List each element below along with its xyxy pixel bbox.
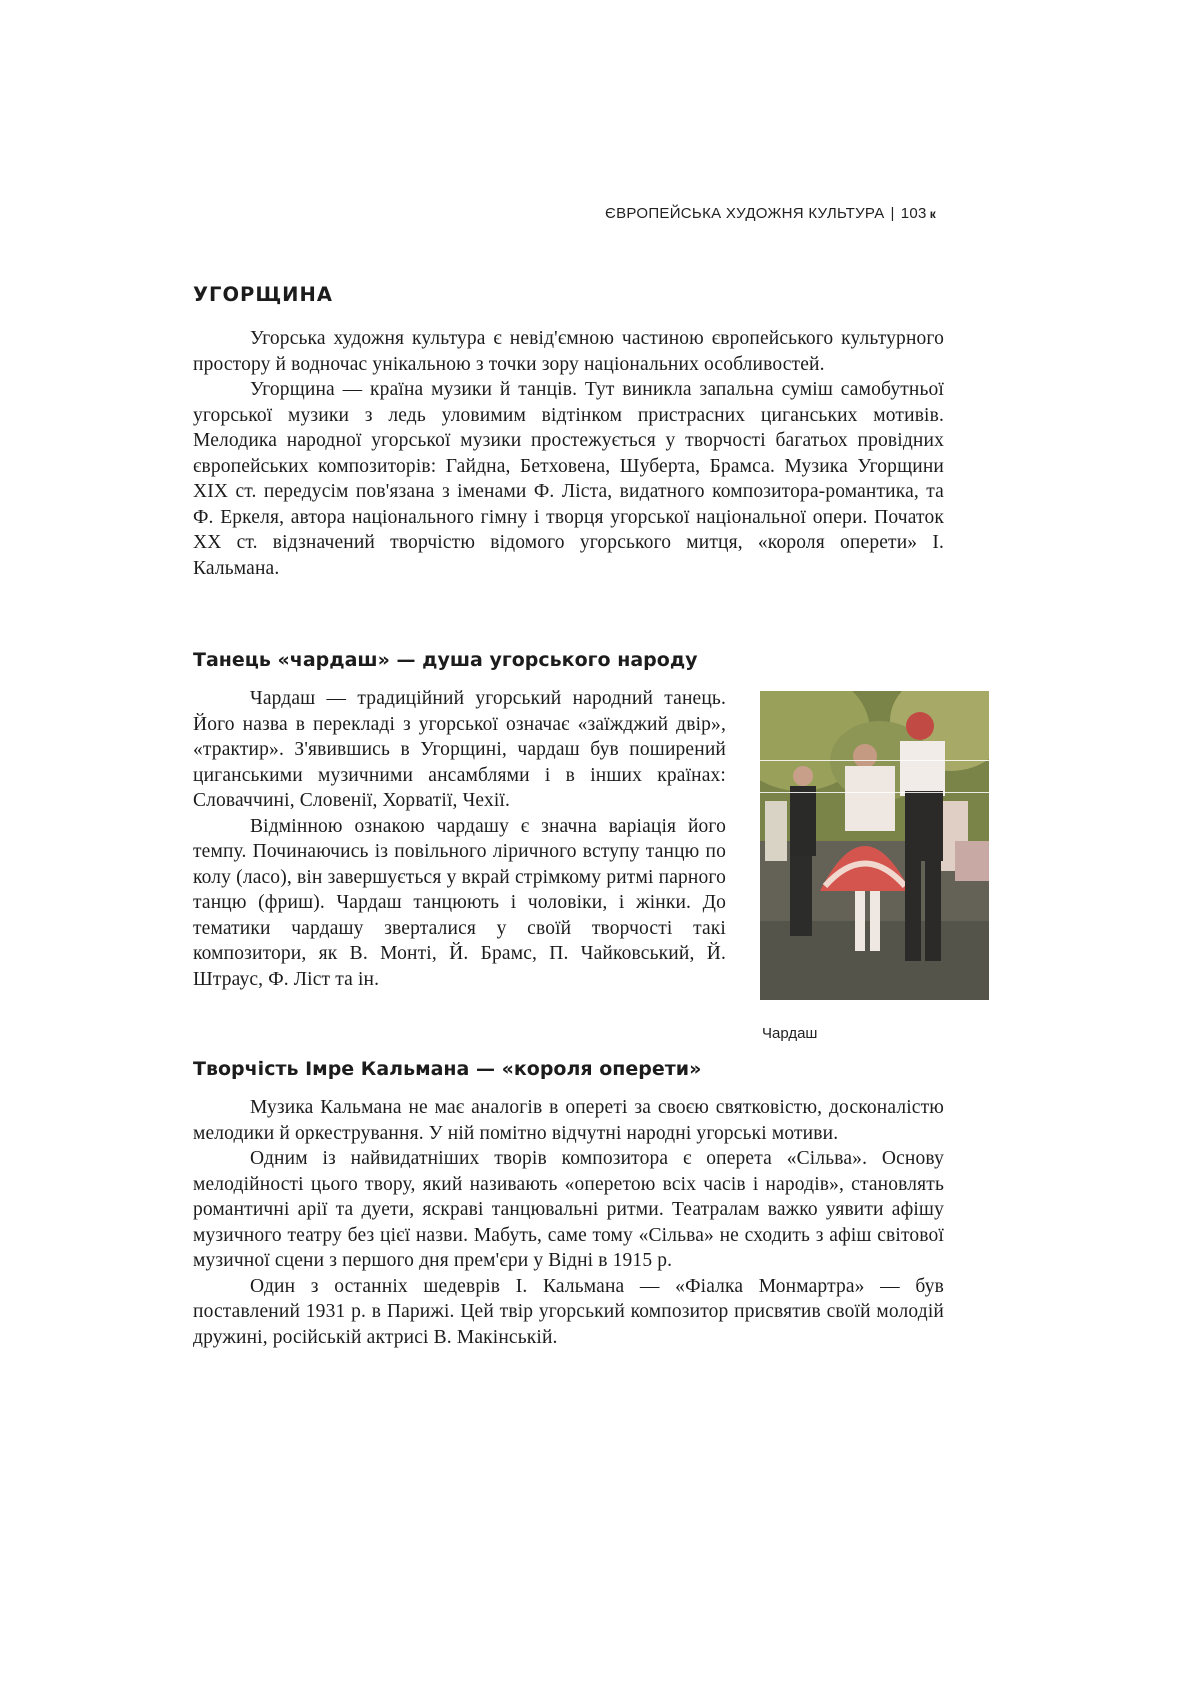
paragraph: Музика Кальмана не має аналогів в опереті за своєю святковістю, досконалістю мелодики й оркестрування. У ній помітно відчутні народні угорські мотиви. bbox=[193, 1097, 944, 1144]
chapter-intro-text bbox=[193, 326, 944, 581]
header-separator: | bbox=[890, 205, 895, 222]
paragraph: Один з останніх шедеврів І. Кальмана — «Фіалка Монмартра» — був поставлений 1931 р. в Парижі. Цей твір угорський композитор присвятив своїй молодій дружині, російській актрисі В. Макінській. bbox=[193, 1275, 944, 1348]
figure-caption: Чардаш bbox=[762, 1025, 818, 1042]
paragraph: Відмінною ознакою чардашу є значна варіація його темпу. Починаючись із повільного ліричного вступу танцю по колу (ласо), він завершується у вкрай стрімкому ритмі парного танцю (фриш). Чардаш танцюють і чоловіки, і жінки. До тематики чардашу зверталися у своїй творчості такі композитори, як В. Монті, Й. Брамс, П. Чайковський, Й. Штраус, Ф. Ліст та ін. bbox=[193, 815, 726, 990]
section-title-kalman: Творчість Імре Кальмана — «короля оперети» bbox=[193, 1058, 702, 1080]
paragraph: Угорська художня культура є невід'ємною частиною європейського культурного простору й водночас унікальною з точки зору національних особливостей. bbox=[193, 328, 944, 375]
section-title-czardas: Танець «чардаш» — душа угорського народу bbox=[193, 649, 698, 671]
page-mark: к bbox=[929, 207, 936, 221]
chapter-title: УГОРЩИНА bbox=[193, 283, 333, 306]
paragraph: Одним із найвидатніших творів композитора є оперета «Сільва». Основу мелодійності цього твору, який називають «оперетою всіх часів і народів», становлять романтичні арії та дуети, яскраві танцювальні ритми. Театралам важко уявити афішу музичного театру без цієї назви. Мабуть, саме тому «Сільва» не сходить з афіш світової музичної сцени з першого дня прем'єри у Відні в 1915 р. bbox=[193, 1148, 944, 1271]
kalman-text bbox=[193, 1095, 944, 1350]
czardas-text bbox=[193, 686, 726, 992]
paragraph: Угорщина — країна музики й танців. Тут виникла запальна суміш самобутньої угорської музики з ледь уловимим відтінком пристрасних циганських мотивів. Мелодика народної угорської музики простежується у творчості багатьох провідних європейських композиторів: Гайдна, Бетховена, Шуберта, Брамса. Музика Угорщини XIX ст. передусім пов'язана з іменами Ф. Ліста, видатного композитора-романтика, та Ф. Еркеля, автора національного гімну і творця угорської національної опери. Початок XX ст. відзначений творчістю відомого угорського митця, «короля оперети» І. Кальмана. bbox=[193, 379, 944, 579]
paragraph: Чардаш — традиційний угорський народний танець. Його назва в перекладі з угорської означає «заїжджий двір», «трактир». З'явившись в Угорщині, чардаш був поширений циганськими музичними ансамблями і в інших країнах: Словаччині, Словенії, Хорватії, Чехії. bbox=[193, 688, 726, 811]
page-number: 103 bbox=[900, 205, 927, 222]
running-header bbox=[605, 205, 936, 222]
running-title: ЄВРОПЕЙСЬКА ХУДОЖНЯ КУЛЬТУРА bbox=[605, 205, 885, 222]
czardas-photo-illustration bbox=[760, 691, 989, 1000]
czardas-photo bbox=[760, 691, 989, 1000]
